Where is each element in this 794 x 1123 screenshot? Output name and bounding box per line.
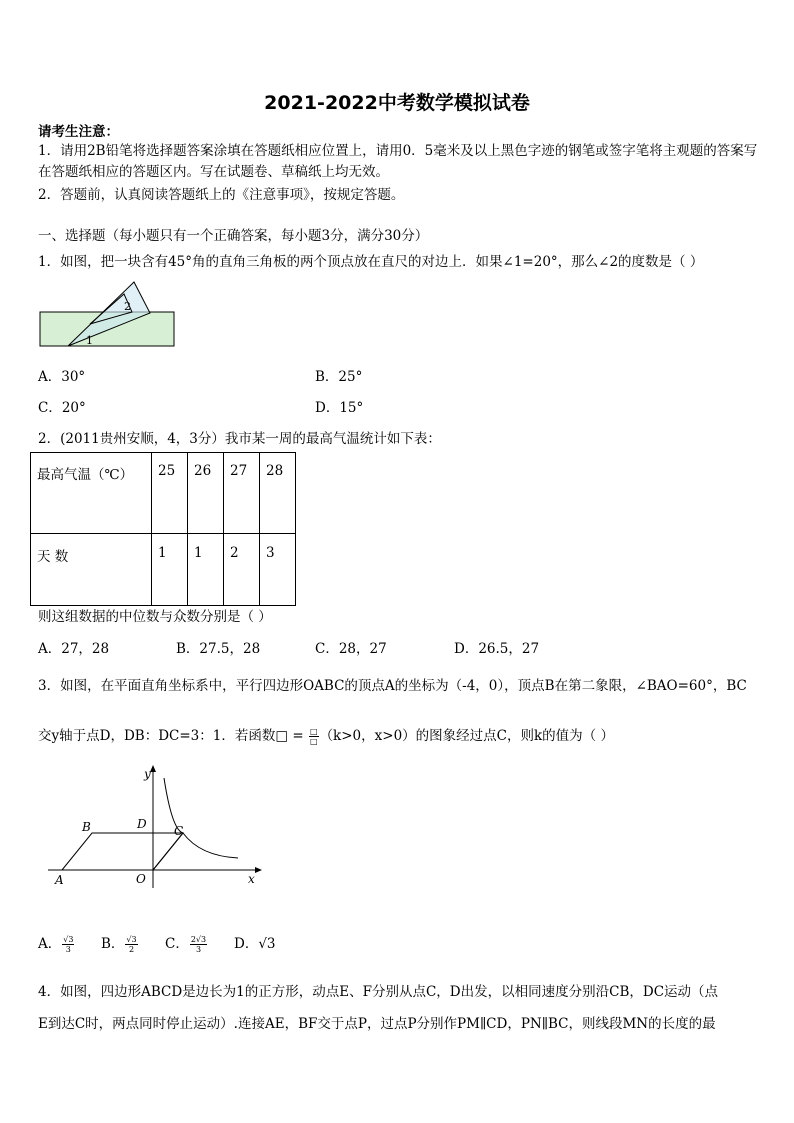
table-cell: 1: [188, 534, 224, 606]
q3-option-c: C． $\frac{2√3}{3}$: [165, 935, 207, 954]
table-cell: 28: [260, 453, 296, 534]
q4-line-2: E到达C时，两点同时停止运动）.连接AE，BF交于点P，过点P分别作PM∥CD，PN∥BC，则线段MN的长度的最: [38, 1016, 716, 1032]
parallelogram-oabc: [62, 833, 183, 870]
q3-line-2-text-a: 交y轴于点D，DB：DC=3：1．若函数: [38, 728, 276, 744]
label-d: D: [137, 817, 147, 831]
q1-figure: [38, 280, 178, 352]
q1-option-c: C．20°: [38, 400, 86, 416]
q2-option-a: A．27，28: [38, 641, 110, 657]
label-y: y: [144, 767, 151, 781]
q1-option-d: D．15°: [315, 400, 364, 416]
q2-option-b: B．27.5，28: [176, 641, 261, 657]
q3-line-2-text-b: （k>0，x>0）的图象经过点C，则k的值为（ ）: [319, 728, 614, 744]
label-a: A: [55, 873, 64, 887]
section-heading: 一、选择题（每小题只有一个正确答案，每小题3分，满分30分）: [38, 228, 429, 244]
q1-option-a: A．30°: [38, 369, 86, 385]
q3-figure: [40, 760, 270, 890]
notice-line-1: 1．请用2B铅笔将选择题答案涂填在答题纸相应位置上，请用0．5毫米及以上黑色字迹的钢笔或签字笔将主观题的答案写在答题纸相应的答题区内。写在试题卷、草稿纸上均无效。: [38, 143, 758, 180]
table-cell: 3: [260, 534, 296, 606]
q1-option-b: B．25°: [315, 369, 363, 385]
angle-2-label: 2: [124, 300, 131, 313]
q2-option-d: D．26.5，27: [454, 641, 540, 657]
q3-line-1: 3．如图，在平面直角坐标系中，平行四边形OABC的顶点A的坐标为（-4，0），顶点B在第二象限，∠BAO=60°，BC: [38, 678, 747, 694]
angle-1-label: 1: [86, 334, 93, 347]
table-header-days: 天 数: [31, 534, 152, 606]
page-title: 2021-2022中考数学模拟试卷: [264, 92, 530, 114]
table-row: [31, 534, 296, 606]
label-c: C: [174, 824, 184, 838]
label-b: B: [82, 820, 91, 834]
table-cell: 2: [224, 534, 260, 606]
table-cell: 1: [152, 534, 188, 606]
notice-line-2: 2．答题前，认真阅读答题纸上的《注意事项》，按规定答题。: [38, 187, 405, 203]
q3-option-a: A． $\frac{√3}{3}$: [38, 935, 74, 954]
function-placeholder: □ =: [275, 728, 308, 744]
notice-heading: 请考生注意：: [38, 124, 119, 140]
table-cell: 25: [152, 453, 188, 534]
temperature-table: [30, 452, 296, 606]
q3-option-d: D．√3: [234, 936, 276, 952]
q2-stem: 2．(2011贵州安顺，4，3分）我市某一周的最高气温统计如下表：: [38, 431, 441, 447]
y-axis-arrow: [150, 765, 156, 772]
q4-line-1: 4．如图，四边形ABCD是边长为1的正方形，动点E、F分别从点C，D出发，以相同速度分别沿CB，DC运动（点: [38, 984, 719, 1000]
table-cell: 27: [224, 453, 260, 534]
q3-option-b: B． $\frac{√3}{2}$: [101, 935, 137, 954]
q1-stem: 1．如图，把一块含有45°角的直角三角板的两个顶点放在直尺的对边上．如果∠1=20°，那么∠2的度数是（ ）: [38, 254, 704, 270]
x-axis-arrow: [255, 867, 262, 873]
segment-oc: [153, 833, 183, 870]
function-fraction: $\frac{□}{□}$: [310, 727, 318, 746]
hyperbola-curve: [164, 778, 238, 858]
label-o: O: [136, 872, 146, 886]
table-header-temp: 最高气温（℃）: [31, 453, 152, 534]
label-x: x: [248, 872, 255, 886]
q2-option-c: C．28，27: [315, 641, 387, 657]
q2-question: 则这组数据的中位数与众数分别是（ ）: [38, 609, 272, 625]
table-cell: 26: [188, 453, 224, 534]
table-row: [31, 453, 296, 534]
q3-line-2: [38, 724, 614, 746]
